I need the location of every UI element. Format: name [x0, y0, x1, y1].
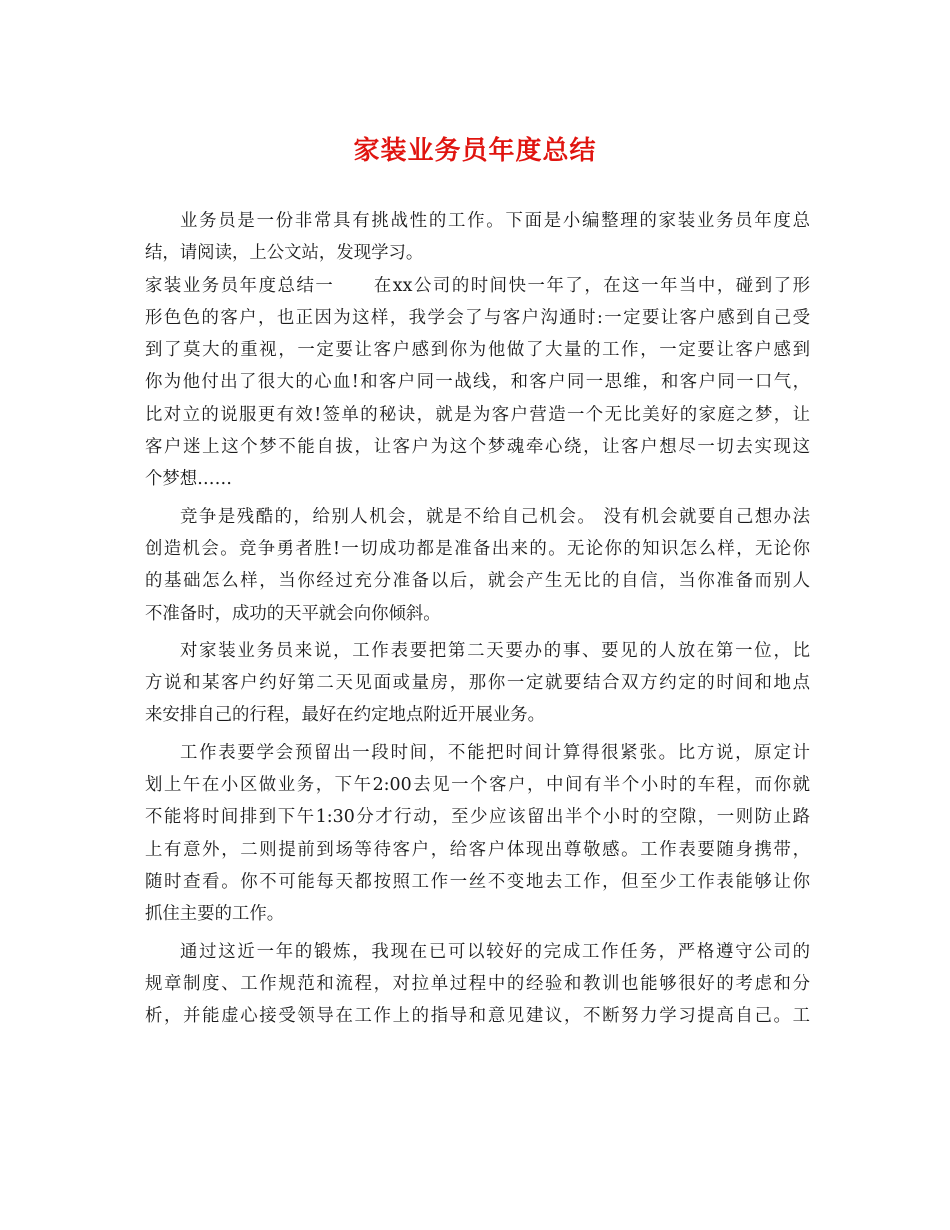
document-body	[145, 205, 810, 1032]
text-segment: 在xx公司的时间快一年了，在这一年当中，碰到了形	[372, 275, 810, 296]
text-line: 对家装业务员来说，工作表要把第二天要办的事、要见的人放在第一位，比	[180, 640, 810, 661]
text-line: 客户迷上这个梦不能自拔，让客户为这个梦魂牵心绕，让客户想尽一切去实现这	[145, 437, 810, 458]
text-line: 的基础怎么样，当你经过充分准备以后，就会产生无比的自信，当你准备而别人	[145, 571, 810, 592]
text-line: 比对立的说服更有效!签单的秘诀，就是为客户营造一个无比美好的家庭之梦，让	[145, 404, 810, 425]
text-line: 抓住主要的工作。	[145, 904, 285, 925]
text-line: 方说和某客户约好第二天见面或量房，那你一定就要结合双方约定的时间和地点	[145, 673, 810, 694]
text-line: 结，请阅读，上公文站，发现学习。	[145, 243, 424, 264]
section-heading: 家装业务员年度总结一	[145, 275, 335, 296]
text-line: 到了莫大的重视，一定要让客户感到你为他做了大量的工作，一定要让客户感到	[145, 340, 810, 361]
text-line: 业务员是一份非常具有挑战性的工作。下面是小编整理的家装业务员年度总	[180, 211, 810, 231]
text-line: 个梦想……	[145, 469, 232, 490]
text-line: 规章制度、工作规范和流程，对拉单过程中的经验和教训也能够很好的考虑和分	[145, 973, 810, 994]
text-line: 划上午在小区做业务，下午2:00去见一个客户，中间有半个小时的车程，而你就	[145, 775, 810, 796]
text-line: 创造机会。竞争勇者胜!一切成功都是准备出来的。无论你的知识怎么样，无论你	[145, 538, 810, 559]
text-line: 不能将时间排到下午1:30分才行动，至少应该留出半个小时的空隙，一则防止路	[145, 807, 810, 828]
text-line: 你为他付出了很大的心血!和客户同一战线，和客户同一思维，和客户同一口气，	[145, 372, 810, 393]
text-line: 竞争是残酷的，给别人机会，就是不给自己机会。 没有机会就要自己想办法	[180, 506, 810, 527]
text-line: 不准备时，成功的天平就会向你倾斜。	[145, 603, 441, 624]
text-line: 形色色的客户，也正因为这样，我学会了与客户沟通时:一定要让客户感到自己受	[145, 307, 810, 328]
text-line: 来安排自己的行程，最好在约定地点附近开展业务。	[145, 705, 545, 726]
text-line: 上有意外，二则提前到场等待客户，给客户体现出尊敬感。工作表要随身携带，	[145, 839, 810, 860]
document-title: 家装业务员年度总结	[353, 136, 597, 166]
text-line: 工作表要学会预留出一段时间，不能把时间计算得很紧张。比方说，原定计	[180, 742, 810, 763]
text-line: 随时查看。你不可能每天都按照工作一丝不变地去工作，但至少工作表能够让你	[145, 871, 810, 892]
text-line: 通过这近一年的锻炼，我现在已可以较好的完成工作任务，严格遵守公司的	[180, 941, 810, 962]
text-line: 析，并能虚心接受领导在工作上的指导和意见建议，不断努力学习提高自己。工	[145, 1006, 810, 1027]
text-line	[145, 270, 810, 302]
